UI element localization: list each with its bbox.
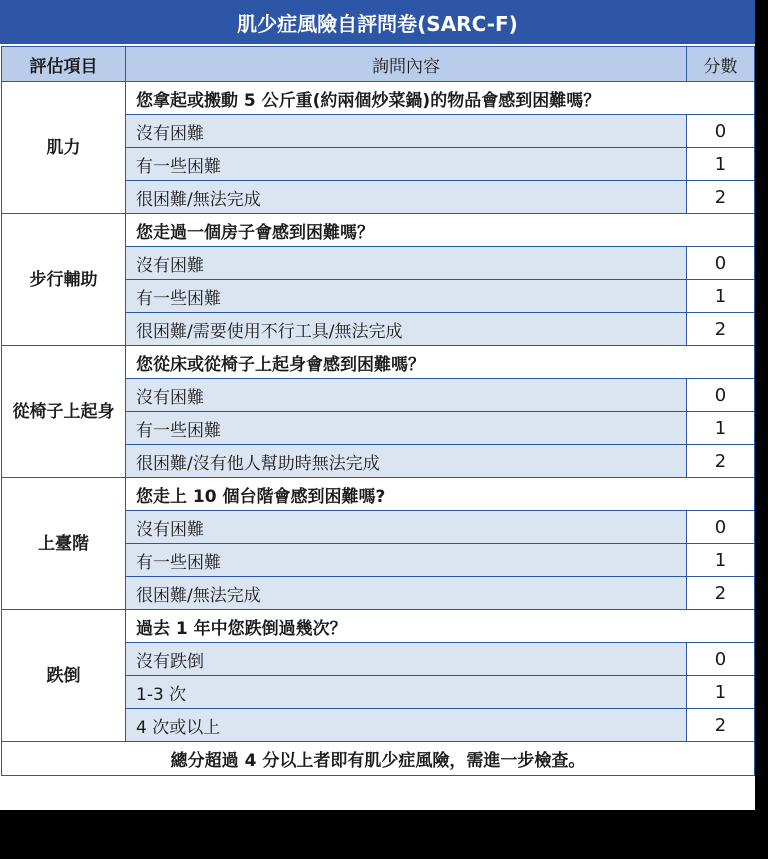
section-question-row — [2, 214, 755, 247]
category-label: 從椅子上起身 — [12, 401, 115, 422]
category-cell — [2, 82, 126, 214]
option-score: 1 — [687, 676, 755, 709]
footer-note: 總分超過 4 分以上者即有肌少症風險，需進一步檢查。 — [2, 742, 755, 776]
option-label: 很困難/無法完成 — [126, 577, 687, 610]
option-label: 1-3 次 — [126, 676, 687, 709]
option-score: 2 — [687, 577, 755, 610]
option-score: 0 — [687, 247, 755, 280]
footer-row — [2, 742, 755, 776]
question-text: 您拿起或搬動 5 公斤重(約兩個炒菜鍋)的物品會感到困難嗎？ — [126, 82, 755, 115]
header-item: 評估項目 — [2, 47, 126, 82]
option-score: 0 — [687, 511, 755, 544]
option-score: 2 — [687, 181, 755, 214]
category-cell — [2, 478, 126, 610]
option-score: 1 — [687, 412, 755, 445]
option-score: 0 — [687, 115, 755, 148]
category-cell — [2, 346, 126, 478]
option-label: 沒有困難 — [126, 115, 687, 148]
section-question-row — [2, 82, 755, 115]
option-score: 0 — [687, 643, 755, 676]
question-text: 您從床或從椅子上起身會感到困難嗎？ — [126, 346, 755, 379]
category-label: 跌倒 — [46, 665, 81, 686]
option-label: 沒有困難 — [126, 511, 687, 544]
question-text: 您走過一個房子會感到困難嗎？ — [126, 214, 755, 247]
option-label: 4 次或以上 — [126, 709, 687, 742]
option-score: 2 — [687, 313, 755, 346]
category-cell — [2, 610, 126, 742]
option-score: 1 — [687, 280, 755, 313]
option-score: 2 — [687, 709, 755, 742]
option-score: 0 — [687, 379, 755, 412]
category-label: 上臺階 — [38, 533, 89, 554]
option-label: 沒有跌倒 — [126, 643, 687, 676]
header-question: 詢問內容 — [126, 47, 687, 82]
category-label: 肌力 — [46, 137, 81, 158]
question-text: 過去 1 年中您跌倒過幾次？ — [126, 610, 755, 643]
page-title: 肌少症風險自評問卷(SARC-F) — [0, 0, 755, 46]
option-label: 有一些困難 — [126, 544, 687, 577]
question-text: 您走上 10 個台階會感到困難嗎? — [126, 478, 755, 511]
option-label: 沒有困難 — [126, 379, 687, 412]
questionnaire-table — [1, 46, 755, 776]
option-label: 很困難/需要使用不行工具/無法完成 — [126, 313, 687, 346]
option-label: 有一些困難 — [126, 280, 687, 313]
section-question-row — [2, 478, 755, 511]
option-label: 沒有困難 — [126, 247, 687, 280]
section-question-row — [2, 346, 755, 379]
option-score: 2 — [687, 445, 755, 478]
header-row — [2, 47, 755, 82]
section-question-row — [2, 610, 755, 643]
header-score: 分數 — [687, 47, 755, 82]
option-score: 1 — [687, 544, 755, 577]
option-label: 很困難/無法完成 — [126, 181, 687, 214]
option-label: 有一些困難 — [126, 148, 687, 181]
category-label: 步行輔助 — [29, 269, 98, 290]
category-cell — [2, 214, 126, 346]
option-label: 很困難/沒有他人幫助時無法完成 — [126, 445, 687, 478]
option-label: 有一些困難 — [126, 412, 687, 445]
option-score: 1 — [687, 148, 755, 181]
